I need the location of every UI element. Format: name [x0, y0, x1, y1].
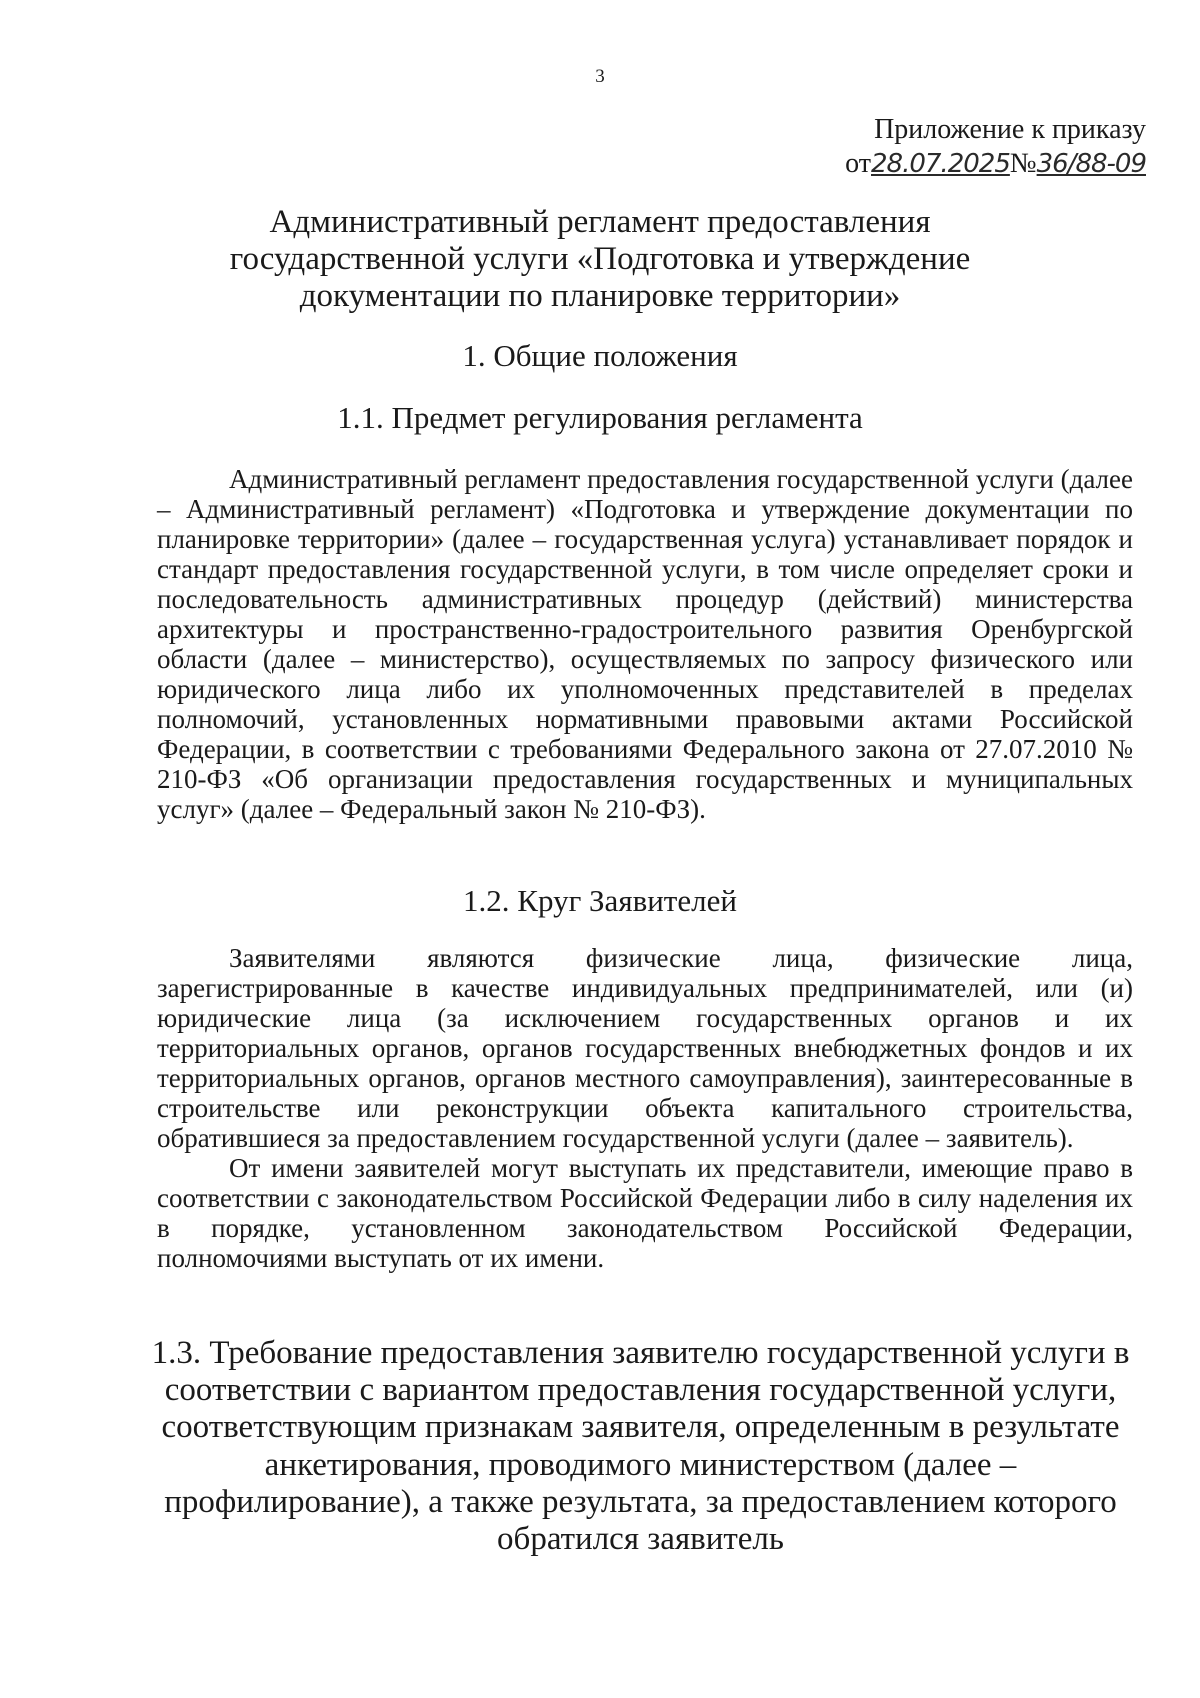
paragraph: Заявителями являются физические лица, физические лица, зарегистрированные в качестве индивидуальных предпринимателей, или (и) юридические лица (за исключением государственных органов и их территориальных органов, органов государственных внебюджетных фондов и их территориальных органов, органов местного самоуправления), заинтересованные в строительстве или реконструкции объекта капитального строительства, обратившиеся за предоставлением государственной услуги (далее – заявитель). — [157, 943, 1133, 1153]
subsection-heading-1-2: 1.2. Круг Заявителей — [463, 883, 737, 918]
order-reference — [845, 147, 1146, 181]
paragraph: Административный регламент предоставления государственной услуги (далее – Административный регламент) «Подготовка и утверждение документации по планировке территории» (далее – государственная услуга) устанавливает порядок и стандарт предоставления государственной услуги, в том числе определяет сроки и последовательность административных процедур (действий) министерства архитектуры и пространственно-градостроительного развития Оренбургской области (далее – министерство), осуществляемых по запросу физического или юридического лица либо их уполномоченных представителей в пределах полномочий, установленных нормативными правовыми актами Российской Федерации, в соответствии с требованиями Федерального закона от 27.07.2010 № 210-ФЗ «Об организации предоставления государственных и муниципальных услуг» (далее – Федеральный закон № 210-ФЗ). — [157, 464, 1133, 824]
subsection-1-1-body — [157, 464, 1133, 824]
number-prefix: № — [1009, 148, 1037, 179]
order-number: 36/88-09 — [1036, 149, 1146, 179]
subsection-heading-1-3: 1.3. Требование предоставления заявителю государственной услуги в соответствии с вариантом предоставления государственной услуги, соответствующим признакам заявителя, определенным в результате анкетирования, проводимого министерством (далее – профилирование), а также результата, за предоставлением которого обратился заявитель — [151, 1335, 1130, 1558]
order-date: 28.07.2025 — [871, 149, 1010, 179]
document-title: Административный регламент предоставления государственной услуги «Подготовка и утверждение документации по планировке территории» — [229, 204, 971, 314]
section-heading-general-provisions: 1. Общие положения — [462, 338, 738, 373]
appendix-label: Приложение к приказу — [874, 114, 1146, 145]
date-prefix: от — [845, 148, 871, 179]
page-number: 3 — [595, 66, 605, 87]
paragraph: От имени заявителей могут выступать их представители, имеющие право в соответствии с законодательством Российской Федерации либо в силу наделения их в порядке, установленном законодательством Российской Федерации, полномочиями выступать от их имени. — [157, 1153, 1133, 1273]
subsection-heading-1-1: 1.1. Предмет регулирования регламента — [337, 400, 863, 435]
appendix-header — [845, 113, 1146, 181]
subsection-1-2-body — [157, 943, 1133, 1273]
